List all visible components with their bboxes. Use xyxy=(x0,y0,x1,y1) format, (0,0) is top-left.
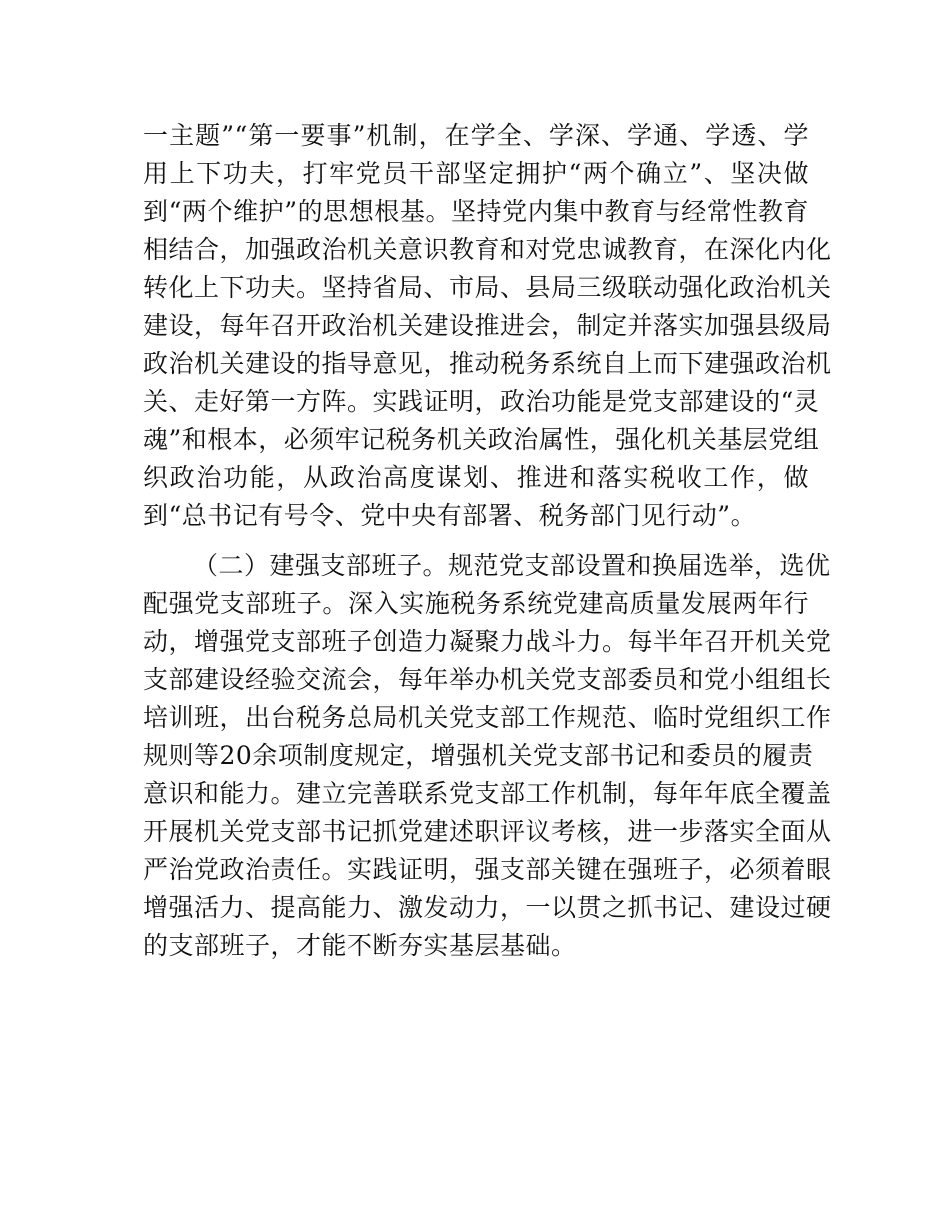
paragraph-line: 支部建设经验交流会，每年举办机关党支部委员和党小组组长 xyxy=(143,665,832,694)
paragraph-line: 意识和能力。建立完善联系党支部工作机制，每年年底全覆盖 xyxy=(143,779,832,808)
paragraph-line: 一主题”“第一要事”机制，在学全、学深、学通、学透、学 xyxy=(143,121,809,150)
paragraph-line: 魂”和根本，必须牢记税务机关政治属性，强化机关基层党组 xyxy=(143,425,820,454)
paragraph-line: 开展机关党支部书记抓党建述职评议考核，进一步落实全面从 xyxy=(143,817,832,846)
paragraph-line: 严治党政治责任。实践证明，强支部关键在强班子，必须着眼 xyxy=(143,855,832,884)
paragraph-line: 政治机关建设的指导意见，推动税务系统自上而下建强政治机 xyxy=(143,349,832,378)
paragraph-line: 用上下功夫，打牢党员干部坚定拥护“两个确立”、坚决做 xyxy=(143,159,809,188)
paragraph-line: 到“总书记有号令、党中央有部署、税务部门见行动”。 xyxy=(143,501,757,530)
paragraph-line: 相结合，加强政治机关意识教育和对党忠诚教育，在深化内化 xyxy=(143,235,832,264)
paragraph-line: 织政治功能，从政治高度谋划、推进和落实税收工作，做 xyxy=(143,463,809,492)
paragraph-line: 的支部班子，才能不断夯实基层基础。 xyxy=(143,931,577,960)
paragraph-gap xyxy=(143,535,809,547)
paragraph-line: 建设，每年召开政治机关建设推进会，制定并落实加强县级局 xyxy=(143,311,832,340)
paragraph-line: （二）建强支部班子。规范党支部设置和换届选举，选优 xyxy=(193,551,831,580)
paragraph-line: 关、走好第一方阵。实践证明，政治功能是党支部建设的“灵 xyxy=(143,387,820,416)
paragraph-line: 规则等20余项制度规定，增强机关党支部书记和委员的履责 xyxy=(143,741,814,770)
paragraph-1 xyxy=(143,117,832,535)
paragraph-line: 到“两个维护”的思想根基。坚持党内集中教育与经常性教育 xyxy=(143,197,809,226)
paragraph-2 xyxy=(143,547,832,965)
paragraph-line: 转化上下功夫。坚持省局、市局、县局三级联动强化政治机关 xyxy=(143,273,832,302)
document-body xyxy=(143,117,832,965)
paragraph-line: 增强活力、提高能力、激发动力，一以贯之抓书记、建设过硬 xyxy=(143,893,832,922)
paragraph-line: 培训班，出台税务总局机关党支部工作规范、临时党组织工作 xyxy=(143,703,832,732)
paragraph-line: 配强党支部班子。深入实施税务系统党建高质量发展两年行 xyxy=(143,589,809,618)
paragraph-line: 动，增强党支部班子创造力凝聚力战斗力。每半年召开机关党 xyxy=(143,627,832,656)
